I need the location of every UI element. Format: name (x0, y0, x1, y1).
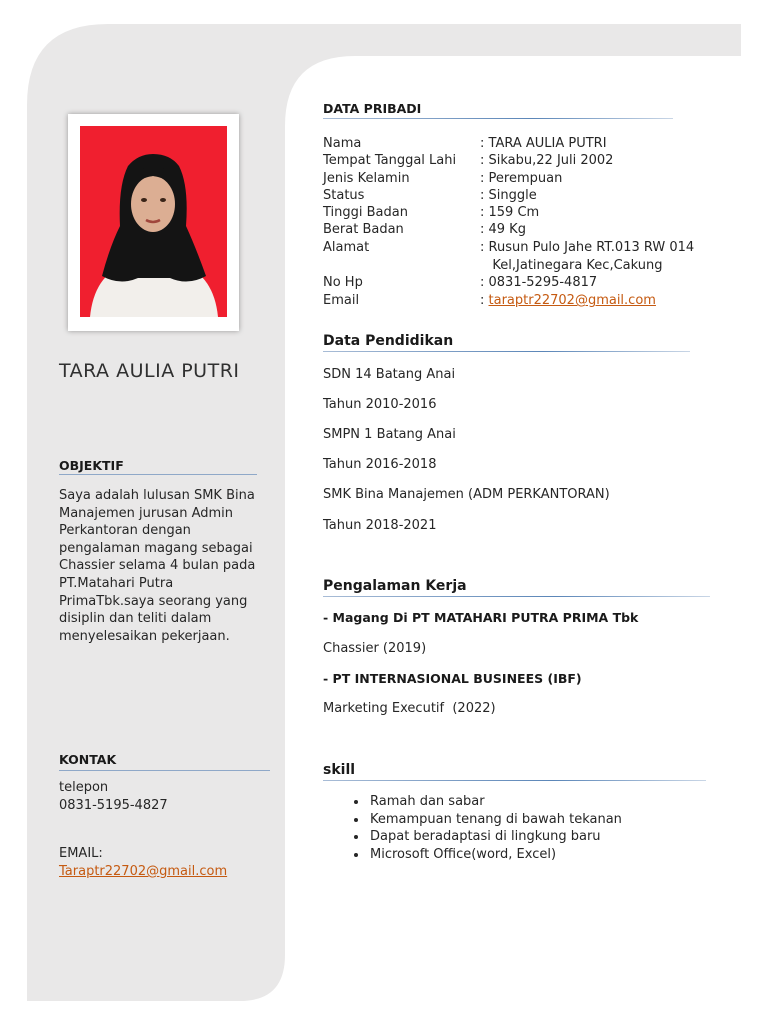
objective-line: Perkantoran dengan (59, 523, 191, 539)
objective-text (59, 487, 255, 645)
personal-row (323, 275, 597, 290)
personal-label: No Hp (323, 275, 363, 290)
personal-value: : 0831-5295-4817 (480, 275, 598, 290)
personal-row (323, 171, 562, 186)
personal-label: Tinggi Badan (323, 205, 408, 220)
pendidikan-heading: Data Pendidikan (323, 333, 454, 349)
personal-label: Jenis Kelamin (323, 171, 410, 186)
skill-list (323, 793, 622, 863)
contact-divider (59, 770, 270, 771)
personal-label: Email (323, 293, 360, 308)
personal-row (323, 240, 694, 255)
job-role: Chassier (2019) (323, 641, 427, 656)
pengalaman-divider (323, 596, 710, 597)
personal-value: : Rusun Pulo Jahe RT.013 RW 014 (480, 240, 695, 255)
personal-label: Status (323, 188, 365, 203)
personal-value: : 49 Kg (480, 222, 526, 237)
personal-row (323, 222, 526, 237)
education-item: SDN 14 Batang Anai (323, 367, 456, 382)
objective-line: pengalaman magang sebagai (59, 540, 253, 556)
contact-email-link[interactable]: Taraptr22702@gmail.com (59, 864, 228, 879)
personal-value: : Sikabu,22 Juli 2002 (480, 153, 614, 168)
personal-row (323, 205, 539, 220)
objective-line: PT.Matahari Putra (59, 575, 174, 591)
personal-value: : Singgle (480, 188, 537, 203)
objective-line: Chassier selama 4 bulan pada (59, 558, 256, 574)
objective-line: disiplin dan teliti dalam (59, 611, 212, 627)
education-item: SMK Bina Manajemen (ADM PERKANTORAN) (323, 487, 610, 502)
job-title: - PT INTERNASIONAL BUSINEES (IBF) (323, 671, 582, 686)
personal-email-link[interactable]: taraptr22702@gmail.com (488, 293, 656, 308)
personal-label: Nama (323, 136, 362, 151)
education-item: SMPN 1 Batang Anai (323, 427, 456, 442)
personal-value: : (480, 293, 489, 308)
personal-label: Berat Badan (323, 222, 404, 237)
education-item: Tahun 2010-2016 (323, 397, 437, 412)
contact-phone-value: 0831-5195-4827 (59, 798, 168, 813)
personal-value: : TARA AULIA PUTRI (480, 136, 607, 151)
data-pribadi-heading: DATA PRIBADI (323, 101, 422, 116)
personal-row (323, 293, 656, 308)
objective-line: Manajemen jurusan Admin (59, 505, 234, 521)
personal-value: : 159 Cm (480, 205, 540, 220)
skill-item: • Dapat beradaptasi di lingkung baru (368, 828, 622, 846)
skill-heading: skill (323, 762, 356, 778)
person-silhouette-icon (80, 126, 227, 317)
personal-label: Alamat (323, 240, 370, 255)
profile-photo-frame (68, 114, 239, 331)
objective-divider (59, 474, 257, 475)
personal-row (323, 258, 662, 273)
objective-line: Saya adalah lulusan SMK Bina (59, 488, 255, 503)
education-item: Tahun 2016-2018 (323, 457, 437, 472)
objective-line: PrimaTbk.saya seorang yang (59, 593, 248, 609)
contact-phone-label: telepon (59, 780, 109, 795)
contact-email-label: EMAIL: (59, 846, 103, 861)
pengalaman-heading: Pengalaman Kerja (323, 578, 467, 594)
skill-item: • Microsoft Office(word, Excel) (368, 846, 622, 864)
education-item: Tahun 2018-2021 (323, 518, 437, 533)
personal-row (323, 136, 607, 151)
job-role: Marketing Executif (2022) (323, 701, 496, 716)
objective-heading: OBJEKTIF (59, 458, 124, 473)
profile-name: TARA AULIA PUTRI (59, 360, 240, 382)
skill-divider (323, 780, 706, 781)
profile-photo (80, 126, 227, 317)
personal-label: Tempat Tanggal Lahi (323, 153, 457, 168)
skill-item: • Ramah dan sabar (368, 793, 622, 811)
personal-row (323, 188, 537, 203)
contact-heading: KONTAK (59, 752, 117, 767)
personal-value: Kel,Jatinegara Kec,Cakung (480, 258, 663, 273)
objective-line: menyelesaikan pekerjaan. (59, 628, 230, 644)
pendidikan-divider (323, 351, 690, 352)
skill-item: • Kemampuan tenang di bawah tekanan (368, 811, 622, 829)
job-title: - Magang Di PT MATAHARI PUTRA PRIMA Tbk (323, 610, 639, 625)
personal-row (323, 153, 613, 168)
data-pribadi-divider (323, 118, 673, 119)
personal-value: : Perempuan (480, 171, 563, 186)
